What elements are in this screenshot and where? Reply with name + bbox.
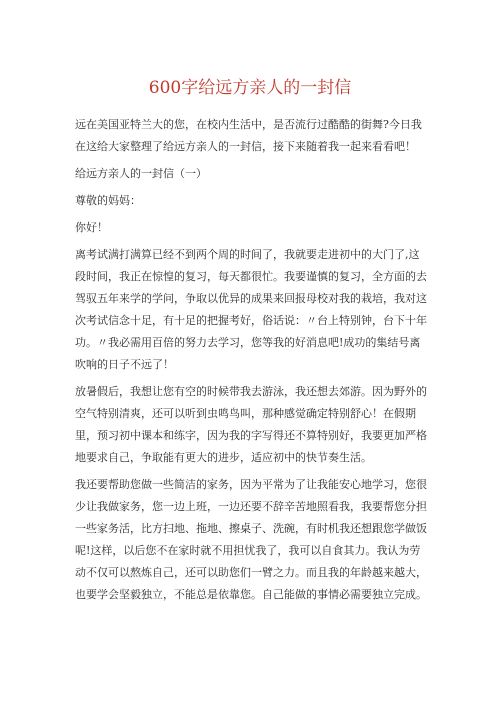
- section-heading: 给远方亲人的一封信（一）: [75, 167, 207, 180]
- paragraph-chores: 我还要帮助您做一些简洁的家务，因为平常为了让我能安心地学习，您很少让我做家务，您一边上班，一边还要不辞辛苦地照看我，我要帮您分担一些家务活，比方扫地、拖地、擦桌子、洗碗，有时机我还想跟您学做饭呢!这样，以后您不在家时就不用担忧我了，我可以自食其力。我认为劳动不仅可以熬炼自己，还可以助您们一臂之力。而且我的年龄越来越大，也要学会坚毅独立，不能总是依靠您。自己能做的事情必需要独立完成。: [75, 478, 427, 601]
- paragraph-exam: 离考试满打满算已经不到两个周的时间了，我就要走进初中的大门了,这段时间，我正在惊惶的复习，每天都很忙。我要谨慎的复习，全方面的去驾驭五年来学的学问，争取以优异的成果来回报母校对我的栽培，我对这次考试信念十足，有十足的把握考好，俗话说：〃台上特别钟，台下十年功。〃我必需用百倍的努力去学习，您等我的好消息吧!成功的集结号离吹响的日子不远了！: [75, 248, 427, 371]
- greeting: 你好！: [75, 221, 108, 234]
- document-title: 600字给远方亲人的一封信: [148, 78, 352, 98]
- paragraph-intro: 远在美国亚特兰大的您，在校内生活中，是否流行过酷酷的街舞?今日我在这给大家整理了给远方亲人的一封信，接下来随着我一起来看看吧！: [75, 118, 422, 153]
- paragraph-vacation: 放暑假后，我想让您有空的时候带我去游泳，我还想去郊游。因为野外的空气特别清爽，还可以听到虫鸣鸟叫，那种感觉确定特别舒心！在假期里，预习初中课本和练字，因为我的字写得还不算特别好，我要更加严格地要求自己，争取能有更大的进步，适应初中的快节奏生活。: [75, 385, 427, 464]
- document-body: [75, 114, 430, 611]
- salutation: 尊敬的妈妈：: [75, 194, 141, 207]
